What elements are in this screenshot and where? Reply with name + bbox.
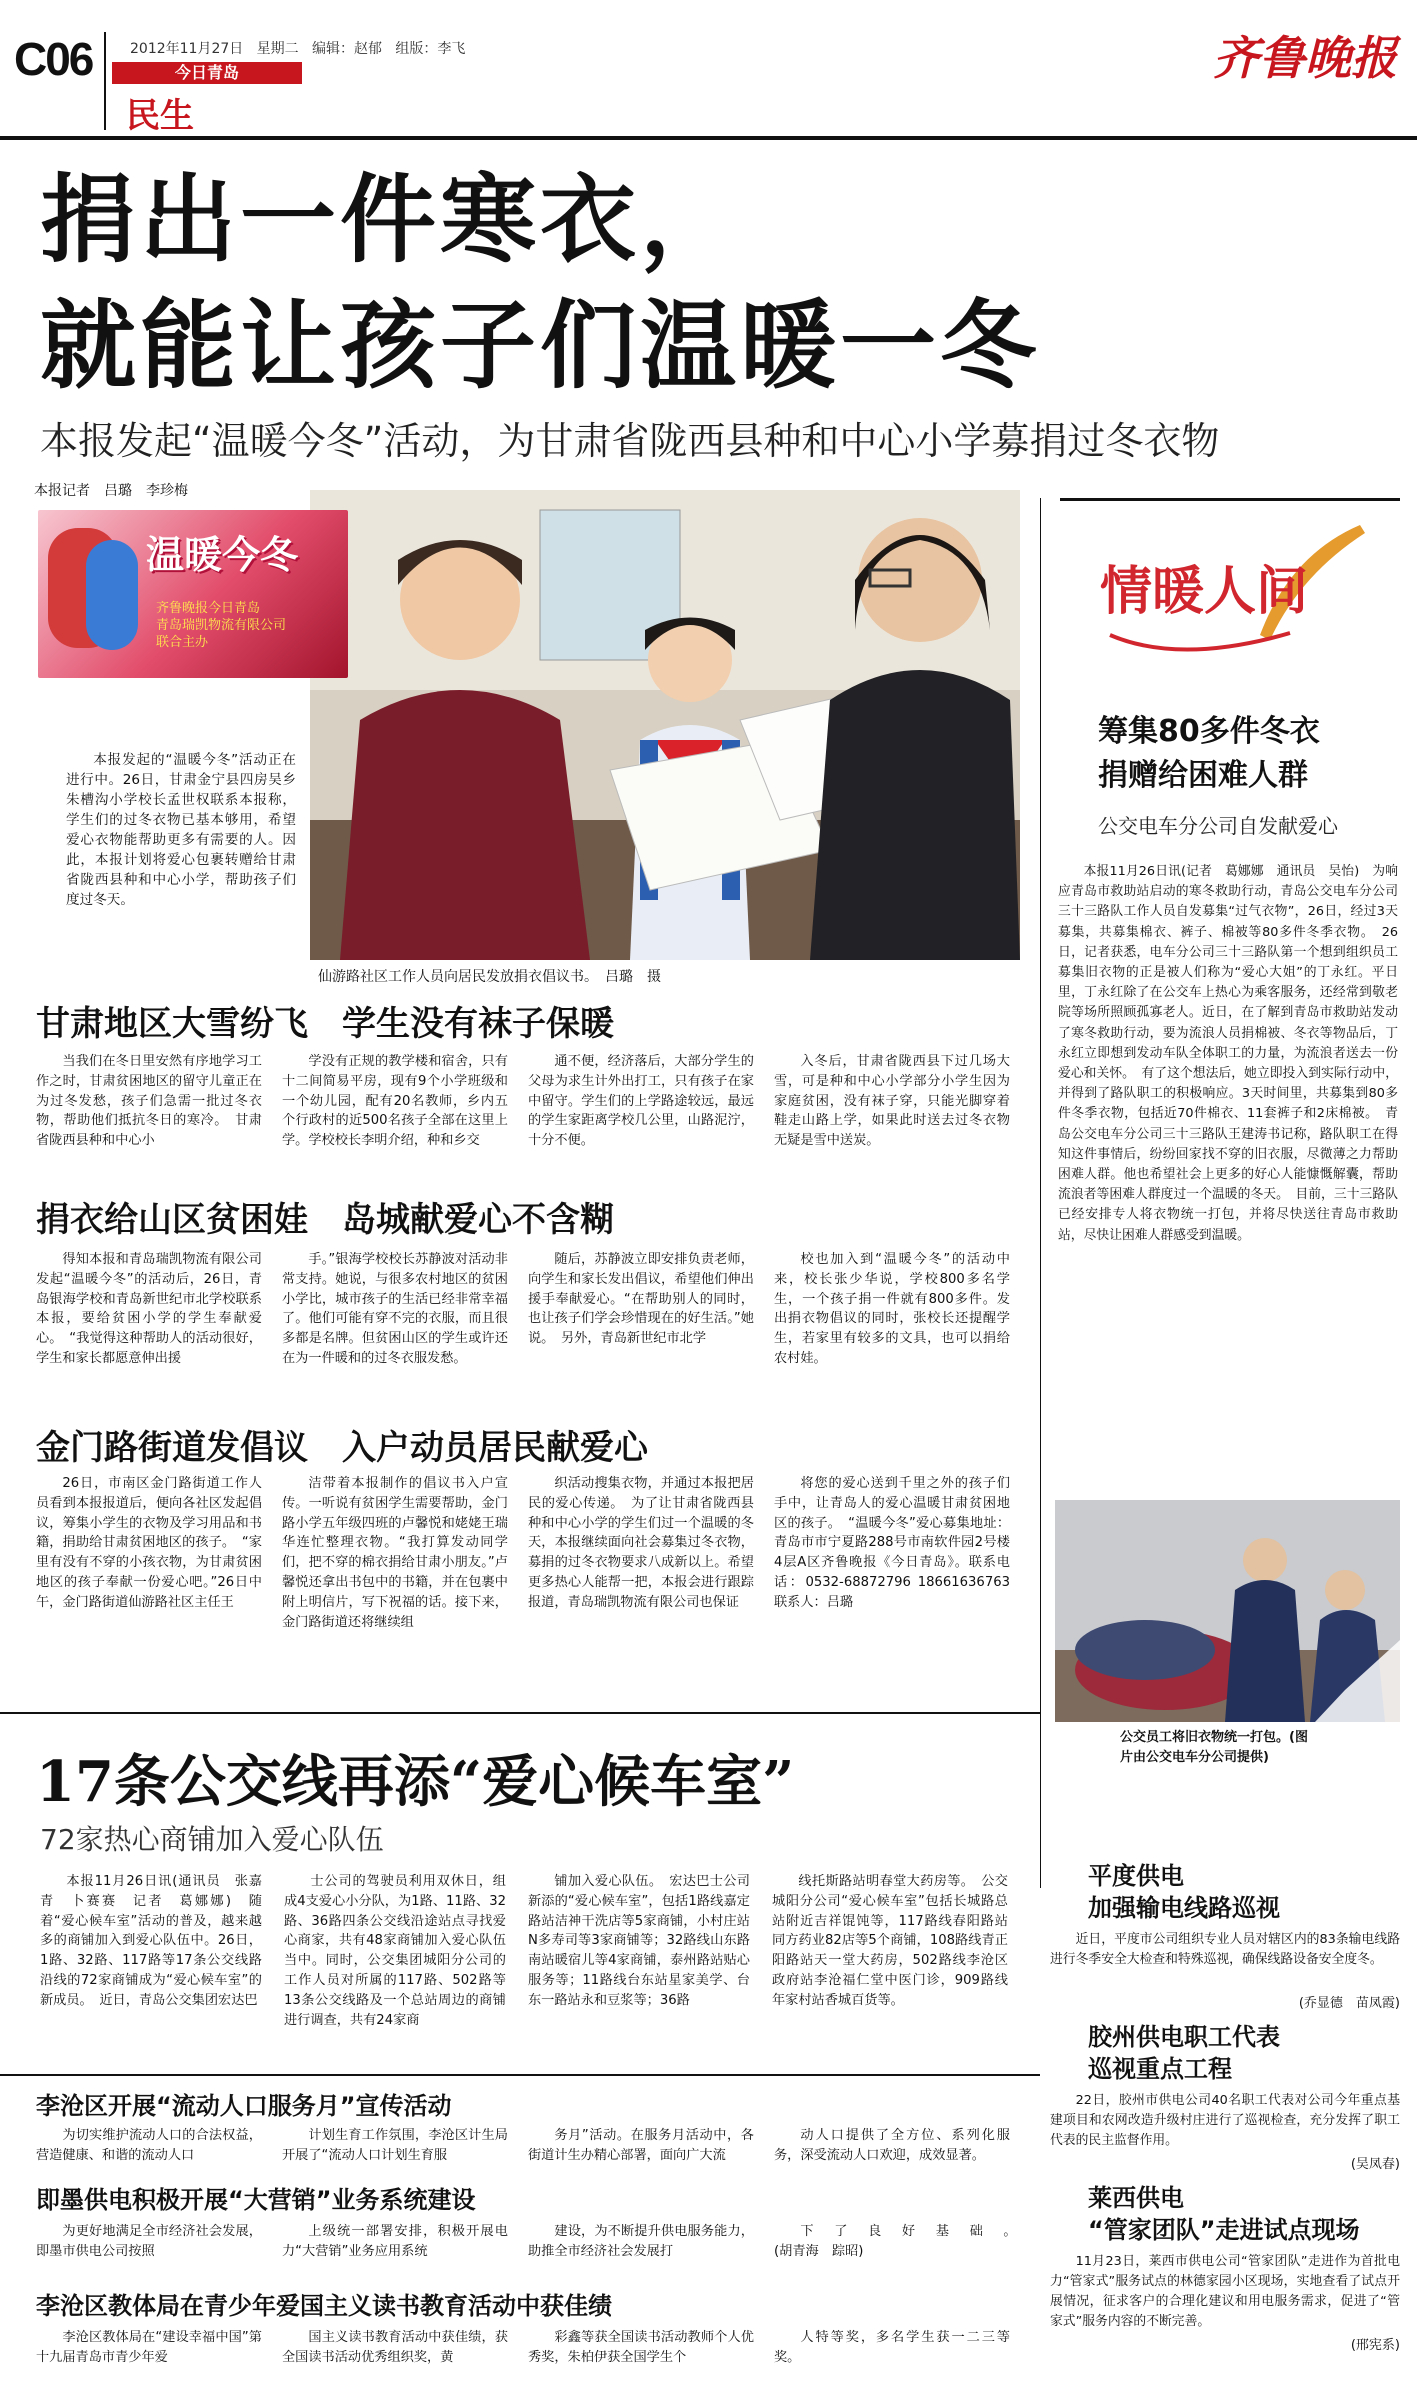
side-logo xyxy=(1090,515,1380,675)
text-column xyxy=(282,1250,508,1412)
bus-story-subtitle: 72家热心商铺加入爱心队伍 xyxy=(40,1823,384,1856)
bus-photo-caption: 公交员工将旧衣物统一打包。(图片由公交电车分公司提供) xyxy=(1120,1730,1308,1765)
header-editor: 编辑：赵郁 xyxy=(311,41,382,57)
text-column xyxy=(528,1052,754,1172)
side-title xyxy=(1098,710,1320,798)
header-info xyxy=(130,38,465,58)
text-column xyxy=(528,2222,754,2264)
brief-list xyxy=(1050,1860,1400,2353)
text-paragraph: 上级统一部署安排，积极开展电力“大营销”业务应用系统 xyxy=(282,2224,508,2259)
text-column xyxy=(772,1872,1008,2052)
text-paragraph: 为切实维护流动人口的合法权益，营造健康、和谐的流动人口 xyxy=(36,2128,262,2163)
side-body xyxy=(1058,862,1398,1492)
text-paragraph: 人特等奖，多名学生获一二三等奖。 xyxy=(774,2330,1010,2365)
brief-title xyxy=(1088,1860,1400,1924)
text-paragraph: 洁带着本报制作的倡议书入户宣传。一听说有贫困学生需要帮助，金门路小学五年级四班的卢馨悦和姥姥王瑞华连忙整理衣物。“我打算发动同学们，把不穿的棉衣捐给甘肃小朋友。”卢馨悦还拿出书包中的书籍，并在包裹中附上明信片，写下祝福的话。接下来，金门路街道还将继续组 xyxy=(282,1476,508,1630)
brief-title xyxy=(1088,2182,1400,2246)
brief-body xyxy=(1050,2252,1400,2334)
section-sub: 今日青岛 xyxy=(112,62,302,84)
brief-item xyxy=(1050,1860,1400,2011)
text-column xyxy=(282,2126,508,2168)
text-column xyxy=(284,1872,506,2052)
text-paragraph: 线托斯路站明春堂大药房等。 公交城阳分公司“爱心候车室”包括长城路总站附近吉祥馄饨等，117路线春阳路站同方药业82店等5个商铺，108路线青正阳路站天一堂大药房，502路线李沧区政府站李沧福仁堂中医门诊，909路线年家村站香城百货等。 xyxy=(772,1874,1008,2008)
text-paragraph: 当我们在冬日里安然有序地学习工作之时，甘肃贫困地区的留守儿童正在为过冬发愁，孩子们急需一批过冬衣物，帮助他们抵抗冬日的寒冷。 甘肃省陇西县种和中心小 xyxy=(36,1054,262,1149)
text-paragraph: 为更好地满足全市经济社会发展，即墨市供电公司按照 xyxy=(36,2224,262,2259)
photo-caption: 仙游路社区工作人员向居民发放捐衣倡议书。 吕璐 摄 xyxy=(318,969,661,985)
brief-credit: (乔显德 苗凤霞) xyxy=(1298,1996,1400,2011)
text-paragraph: 校也加入到“温暖今冬”的活动中来，校长张少华说，学校800多名学生，一个孩子捐一件就有800多件。发出捐衣物倡议的同时，张校长还提醒学生，若家里有较多的文具，也可以捐给农村娃。 xyxy=(774,1252,1010,1366)
bottom-heading: 李沧区教体局在青少年爱国主义读书教育活动中获佳绩 xyxy=(36,2292,612,2320)
brief-title-line1: 胶州供电职工代表 xyxy=(1088,2023,1280,2051)
text-column xyxy=(282,1474,508,1682)
side-title-line1: 筹集80多件冬衣 xyxy=(1098,714,1320,749)
brief-title xyxy=(1088,2021,1400,2085)
text-column xyxy=(774,1474,1010,1682)
header-date: 2012年11月27日 xyxy=(130,41,244,57)
brief-title-line1: 莱西供电 xyxy=(1088,2184,1184,2212)
text-paragraph: 将您的爱心送到千里之外的孩子们手中，让青岛人的爱心温暖甘肃贫困地区的孩子。 “温暖今冬”爱心募集地址：青岛市市宁夏路288号市南软件园2号楼4层A区齐鲁晚报《今日青岛》。联系电话：0532-68872796 18661636763 联系人：吕璐 xyxy=(774,1476,1010,1610)
text-paragraph: 铺加入爱心队伍。 宏达巴士公司新添的“爱心候车室”，包括1路线嘉定路站洁神干洗店等5家商铺，小村庄站N多寿司等3家商铺等；32路线山东路南站暖宿儿等4家商铺，泰州路站贴心服务等；11路线台东站星家美学、台东一路站永和豆浆等；36路 xyxy=(528,1874,750,2008)
headline-line1: 捐出一件寒衣， xyxy=(40,163,740,276)
section-heading: 金门路街道发倡议 入户动员居民献爱心 xyxy=(36,1428,648,1468)
text-paragraph: 26日，市南区金门路街道工作人员看到本报报道后，便向各社区发起倡议，筹集小学生的衣物及学习用品和书籍，捐助给甘肃贫困地区的孩子。 “家里有没有不穿的小孩衣物，为甘肃贫困地区的孩子奉献一份爱心吧。”26日中午，金门路街道仙游路社区主任王 xyxy=(36,1476,262,1610)
brief-paragraph: 11月23日，莱西市供电公司“管家团队”走进作为首批电力“管家式”服务试点的林德家园小区现场，实地查看了试点开展情况，征求客户的合理化建议和用电服务需求，促进了“管家式”服务内容的不断完善。 xyxy=(1050,2254,1400,2329)
newspaper-logo: 齐鲁晚报 xyxy=(1213,31,1397,85)
text-paragraph: 随后，苏静波立即安排负责老师，向学生和家长发出倡议，希望他们伸出援手奉献爱心。“在帮助别人的同时，也让孩子们学会珍惜现在的好生活。”她说。 另外，青岛新世纪市北学 xyxy=(528,1252,754,1347)
badge-org-line2: 青岛瑞凯物流有限公司 xyxy=(156,618,287,633)
header-designer: 组版：李飞 xyxy=(395,41,466,57)
text-column xyxy=(36,1250,262,1412)
text-column xyxy=(774,2222,1010,2264)
intro-paragraph: 本报发起的“温暖今冬”活动正在进行中。26日，甘肃金宁县四房吴乡朱槽沟小学校长孟世权联系本报称，学生们的过冬衣物已基本够用，希望爱心衣物能帮助更多有需要的人。因此，本报计划将爱心包裹转赠给甘肃省陇西县种和中心小学，帮助孩子们度过冬天。 xyxy=(66,752,296,908)
side-top-rule xyxy=(1060,498,1400,501)
badge-title: 温暖今冬 xyxy=(146,533,299,577)
text-column xyxy=(774,2328,1010,2388)
side-divider xyxy=(1040,498,1041,1888)
text-paragraph: 入冬后，甘肃省陇西县下过几场大雪，可是种和中心小学部分小学生因为家庭贫困，没有袜子穿，只能光脚穿着鞋走山路上学，如果此时送去过冬衣物无疑是雪中送炭。 xyxy=(774,1054,1010,1149)
text-column xyxy=(774,2126,1010,2168)
text-column xyxy=(36,2328,262,2388)
section-rule xyxy=(0,2074,1040,2076)
page-number: C06 xyxy=(14,33,93,85)
main-photo xyxy=(310,490,1020,960)
text-paragraph: 本报11月26日讯(通讯员 张嘉青 卜赛赛 记者 葛娜娜) 随着“爱心候车室”活动的普及，越来越多的商铺加入到爱心队伍中。26日，1路、32路、117路等17条公交线路沿线的72家商铺成为“爱心候车室”的新成员。 近日，青岛公交集团宏达巴 xyxy=(40,1874,262,2008)
section-heading: 甘肃地区大雪纷飞 学生没有袜子保暖 xyxy=(36,1004,614,1044)
section-heading: 捐衣给山区贫困娃 岛城献爱心不含糊 xyxy=(36,1200,614,1240)
text-column xyxy=(528,1872,750,2052)
text-column xyxy=(528,1250,754,1412)
side-body-paragraph: 本报11月26日讯(记者 葛娜娜 通讯员 吴怡) 为响应青岛市救助站启动的寒冬救助行动，青岛公交电车分公司三十三路队工作人员自发募集“过气衣物”，26日，经过3天募集，共募集棉衣、裤子、棉被等80多件冬季衣物。 26日，记者获悉，电车分公司三十三路队第一个想到组织员工募集旧衣物的正是被人们称为“爱心大姐”的丁永红。平日里，丁永红除了在公交车上热心为乘客服务，还经常到敬老院等场所照顾孤寡老人。近日，在了解到青岛市救助站发动了寒冬救助行动，要为流浪人员捐棉被、冬衣等物品后，丁永红立即想到发动车队全体职工的力量，为流浪者送去一份爱心和关怀。 有了这个想法后，她立即投入到实际行动中，并得到了路队职工的积极响应。3天时间里，共募集到80多件冬季衣物，包括近70件棉衣、11套裤子和2床棉被。 青岛公交电车分公司三十三路队王建涛书记称，路队职工在得知这件事情后，纷纷回家找不穿的旧衣服，尽微薄之力帮助困难人群。他也希望社会上更多的好心人能慷慨解囊，帮助流浪者等困难人群度过一个温暖的冬天。 目前，三十三路队已经安排专人将衣物统一打包，并将尽快送往青岛市救助站，尽快让困难人群感受到温暖。 xyxy=(1058,864,1398,1243)
text-paragraph: 织活动搜集衣物，并通过本报把居民的爱心传递。 为了让甘肃省陇西县种和中心小学的学生们过一个温暖的冬天，本报继续面向社会募集过冬衣物，募捐的过冬衣物要求八成新以上。希望更多热心人能帮一把，本报会进行跟踪报道，青岛瑞凯物流有限公司也保证 xyxy=(528,1476,754,1610)
text-paragraph: 得知本报和青岛瑞凯物流有限公司发起“温暖今冬”的活动后，26日，青岛银海学校和青岛新世纪市北学校联系本报，要给贫困小学的学生奉献爱心。 “我觉得这种帮助人的活动很好，学生和家长都愿意伸出援 xyxy=(36,1252,262,1366)
brief-title-line1: 平度供电 xyxy=(1088,1862,1184,1890)
campaign-badge xyxy=(38,510,348,678)
text-paragraph: 国主义读书教育活动中获佳绩，获全国读书活动优秀组织奖，黄 xyxy=(282,2330,508,2365)
kid-illustration-icon xyxy=(86,540,138,650)
text-column xyxy=(40,1872,262,2052)
bottom-heading: 即墨供电积极开展“大营销”业务系统建设 xyxy=(36,2186,476,2214)
text-paragraph: 彩鑫等获全国读书活动教师个人优秀奖，朱柏伊获全国学生个 xyxy=(528,2330,754,2365)
text-column xyxy=(774,1250,1010,1412)
brief-item xyxy=(1050,2021,1400,2172)
text-column xyxy=(282,1052,508,1172)
text-column xyxy=(282,2328,508,2388)
section-main: 民生 xyxy=(126,96,194,136)
text-paragraph: 士公司的驾驶员利用双休日，组成4支爱心小分队，为1路、11路、32路、36路四条公交线沿途站点寻找爱心商家，共有48家商铺加入爱心队伍当中。同时，公交集团城阳分公司的工作人员对所属的117路、502路等13条公交线路及一个总站周边的商铺进行调查，共有24家商 xyxy=(284,1874,506,2028)
badge-organizers xyxy=(156,600,286,651)
text-column xyxy=(528,1474,754,1682)
section-label xyxy=(112,62,302,136)
bus-story-title: 17条公交线再添“爱心候车室” xyxy=(36,1749,795,1815)
photo-illustration xyxy=(1055,1500,1400,1722)
text-column xyxy=(528,2328,754,2388)
badge-org-line1: 齐鲁晚报今日青岛 xyxy=(156,601,261,616)
subheadline: 本报发起“温暖今冬”活动，为甘肃省陇西县种和中心小学募捐过冬衣物 xyxy=(40,419,1220,463)
side-logo-text: 情暖人间 xyxy=(1100,561,1309,622)
text-column xyxy=(36,1052,262,1172)
text-paragraph: 李沧区教体局在“建设幸福中国”第十九届青岛市青少年爱 xyxy=(36,2330,262,2365)
header-rule xyxy=(0,136,1417,140)
text-column xyxy=(774,1052,1010,1172)
section-rule xyxy=(0,1712,1040,1714)
text-column xyxy=(528,2126,754,2168)
text-column xyxy=(282,2222,508,2264)
brief-title-line2: 加强输电线路巡视 xyxy=(1088,1894,1280,1922)
brief-paragraph: 22日，胶州市供电公司40名职工代表对公司今年重点基建项目和农网改造升级村庄进行了巡视检查，充分发挥了职工代表的民主监督作用。 xyxy=(1050,2093,1400,2148)
brief-title-line2: 巡视重点工程 xyxy=(1088,2055,1232,2083)
side-title-line2: 捐赠给困难人群 xyxy=(1098,758,1308,793)
text-paragraph: 手。”银海学校校长苏静波对活动非常支持。她说，与很多农村地区的贫困小学比，城市孩子的生活已经非常幸福了。他们可能有穿不完的衣服，而且很多都是名牌。但贫困山区的学生或许还在为一件暖和的过冬衣服发愁。 xyxy=(282,1252,508,1366)
badge-org-line3: 联合主办 xyxy=(156,635,209,650)
text-paragraph: 通不便，经济落后，大部分学生的父母为求生计外出打工，只有孩子在家中留守。学生们的上学路途较远，最远的学生家距离学校几公里，山路泥泞，十分不便。 xyxy=(528,1054,754,1149)
brief-body xyxy=(1050,1930,1400,1992)
byline: 本报记者 吕璐 李珍梅 xyxy=(34,483,188,499)
side-subtitle: 公交电车分公司自发献爱心 xyxy=(1098,814,1338,838)
text-paragraph: 下了良好基础。 (胡青海 踪昭) xyxy=(774,2224,1010,2259)
headline-line2: 就能让孩子们温暖一冬 xyxy=(40,289,1040,402)
brief-credit: (邢宪系) xyxy=(1350,2338,1400,2353)
text-column xyxy=(36,2126,262,2168)
text-column xyxy=(36,2222,262,2264)
text-paragraph: 建设，为不断提升供电服务能力，助推全市经济社会发展打 xyxy=(528,2224,754,2259)
header-weekday: 星期二 xyxy=(256,41,299,57)
bottom-heading: 李沧区开展“流动人口服务月”宣传活动 xyxy=(36,2092,452,2120)
text-paragraph: 学没有正规的教学楼和宿舍，只有十二间简易平房，现有9个小学班级和一个幼儿园，配有20名教师，乡内五个行政村的近500名孩子全部在这里上学。学校校长李明介绍，种和乡交 xyxy=(282,1054,508,1149)
text-paragraph: 计划生育工作氛围，李沧区计生局开展了“流动人口计划生育服 xyxy=(282,2128,508,2163)
brief-body xyxy=(1050,2091,1400,2153)
text-paragraph: 务月”活动。在服务月活动中，各街道计生办精心部署，面向广大流 xyxy=(528,2128,754,2163)
brief-paragraph: 近日，平度市公司组织专业人员对辖区内的83条输电线路进行冬季安全大检查和特殊巡视，确保线路设备安全度冬。 xyxy=(1050,1932,1400,1967)
header-divider xyxy=(104,32,106,130)
text-column xyxy=(36,1474,262,1682)
brief-credit: (吴凤春) xyxy=(1350,2157,1400,2172)
text-paragraph: 动人口提供了全方位、系列化服务，深受流动人口欢迎，成效显著。 xyxy=(774,2128,1010,2163)
brief-item xyxy=(1050,2182,1400,2353)
photo-illustration xyxy=(310,490,1020,960)
bus-photo xyxy=(1055,1500,1400,1722)
intro-text xyxy=(66,750,296,950)
brief-title-line2: “管家团队”走进试点现场 xyxy=(1088,2216,1360,2244)
